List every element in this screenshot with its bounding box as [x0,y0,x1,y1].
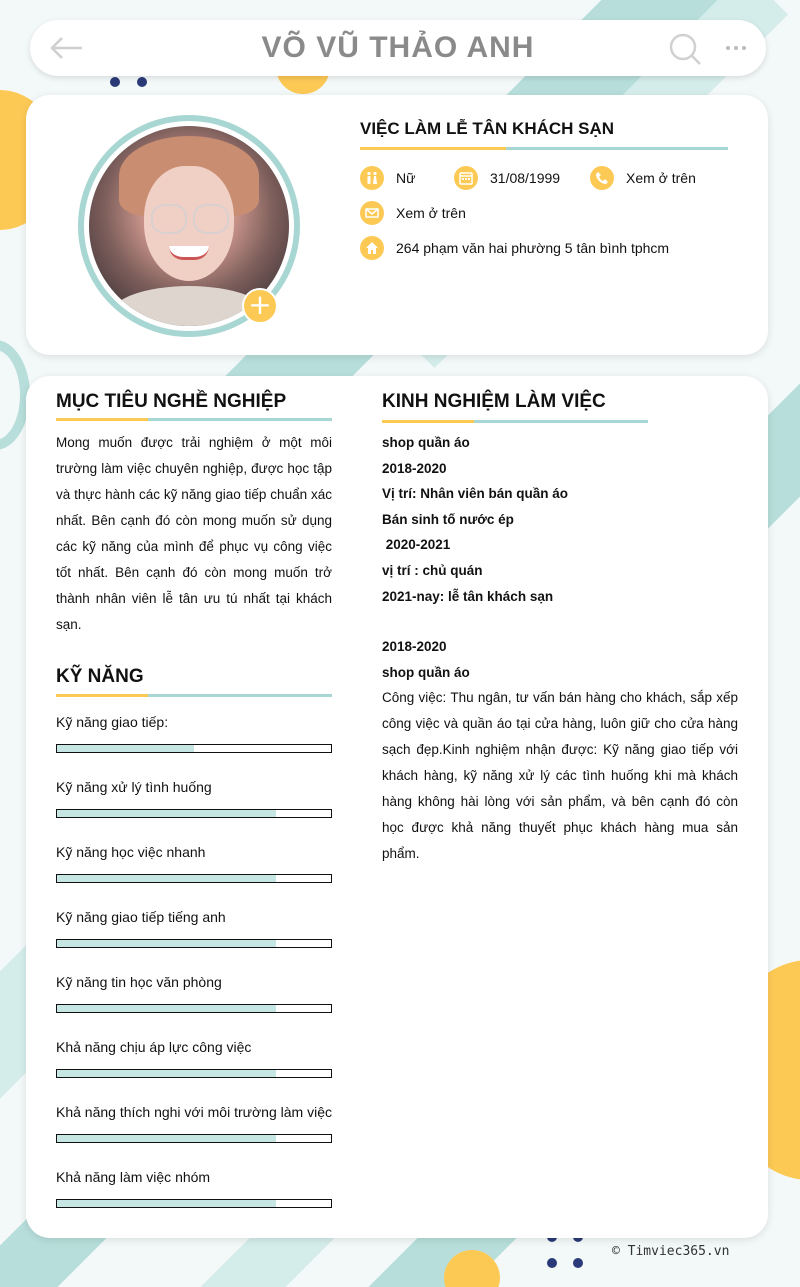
more-dots-icon[interactable] [724,34,748,62]
skill-name: Kỹ năng giao tiếp tiếng anh [56,909,226,925]
address-row [360,236,669,260]
skill-bar-fill [57,875,276,882]
birthday-row [454,166,560,190]
skills-title: KỸ NĂNG [56,666,144,687]
email-value: Xem ở trên [396,205,466,221]
gender-icon [360,166,384,190]
skill-bar [56,939,332,948]
job-title: VIỆC LÀM LỄ TÂN KHÁCH SẠN [360,119,615,138]
skill-name: Kỹ năng học việc nhanh [56,844,206,860]
phone-icon [590,166,614,190]
skill-bar [56,1069,332,1078]
skill-name: Kỹ năng xử lý tình huống [56,779,212,795]
experience-line: 2021-nay: lễ tân khách sạn [382,588,554,604]
experience-line: shop quần áo [382,435,470,450]
experience-underline [382,420,648,423]
phone-value: Xem ở trên [626,170,696,186]
phone-row [590,166,696,190]
top-bar [30,20,766,76]
skill-bar [56,874,332,883]
skill-bar-fill [57,1200,276,1207]
gender-value: Nữ [396,170,416,186]
experience-description: Công việc: Thu ngân, tư vấn bán hàng cho khách, sắp xếp công việc và quần áo tại cửa hàng, luôn giữ cho cửa hàng sạch đẹp.Kinh nghiệm nhận được: Kỹ năng giao tiếp với khách hàng, kỹ năng xử lý các tình huống khi mà khách hàng không hài lòng với sản phẩm, và bên cạnh đó còn học được khả năng thuyết phục khách hàng mua sản phẩm. [382,690,738,862]
gender-row [360,166,415,190]
skill-bar [56,744,332,753]
skill-bar [56,1134,332,1143]
skill-name: Khả năng chịu áp lực công việc [56,1039,252,1055]
main-card [26,376,768,1238]
job-title-underline [360,147,728,150]
objective-text: Mong muốn được trải nghiệm ở một môi trường làm việc chuyên nghiệp, được học tập và thực hành các kỹ năng giao tiếp chuẩn xác nhất. Bên cạnh đó còn mong muốn sử dụng các kỹ năng của mình để phục vụ công việc tốt nhất. Bên cạnh đó còn mong muốn trở thành nhân viên lễ tân ưu tú nhất tại khách sạn. [56,435,332,632]
objective-underline [56,418,332,421]
skill-bar-fill [57,810,276,817]
skill-bar-fill [57,1005,276,1012]
mail-icon [360,201,384,225]
copyright-text: © Timviec365.vn [612,1244,730,1259]
objective-title: MỤC TIÊU NGHỀ NGHIỆP [56,391,287,412]
skill-item [56,974,332,1013]
experience-line: Bán sinh tố nước ép [382,511,514,527]
skill-item [56,1039,332,1078]
skill-name: Khả năng làm việc nhóm [56,1169,211,1185]
skill-bar-fill [57,745,194,752]
skill-item [56,844,332,883]
home-icon [360,236,384,260]
skill-bar [56,1199,332,1208]
skill-bar-fill [57,940,276,947]
experience-line: vị trí : chủ quán [382,562,483,578]
calendar-icon [454,166,478,190]
experience-period: 2018-2020 [382,639,447,655]
skill-item [56,1104,332,1143]
experience-line: Vị trí: Nhân viên bán quần áo [382,486,569,502]
birthday-value: 31/08/1999 [490,170,561,186]
experience-lines [382,430,738,609]
add-photo-button[interactable]: + [242,288,278,324]
experience-content [382,430,738,867]
skill-bar-fill [57,1070,276,1077]
experience-title: KINH NGHIỆM LÀM VIỆC [382,391,606,412]
skill-name: Khả năng thích nghi với môi trường làm việc [56,1104,332,1120]
experience-line: 2018-2020 [382,460,447,476]
skill-item [56,909,332,948]
arrow-left-icon[interactable] [48,34,84,62]
candidate-name: VÕ VŨ THẢO ANH [261,31,535,64]
skills-underline [56,694,332,697]
skill-name: Kỹ năng tin học văn phòng [56,974,222,990]
skill-bar [56,1004,332,1013]
skill-item [56,714,332,753]
address-value: 264 phạm văn hai phường 5 tân bình tphcm [396,240,670,256]
experience-company: shop quần áo [382,664,470,680]
skill-item [56,779,332,818]
profile-card [26,95,768,355]
email-row [360,201,466,225]
search-icon[interactable] [668,32,702,66]
skill-bar [56,809,332,818]
skill-item [56,1169,332,1208]
skill-bar-fill [57,1135,276,1142]
skill-name: Kỹ năng giao tiếp: [56,714,169,730]
experience-line: 2020-2021 [382,537,451,553]
